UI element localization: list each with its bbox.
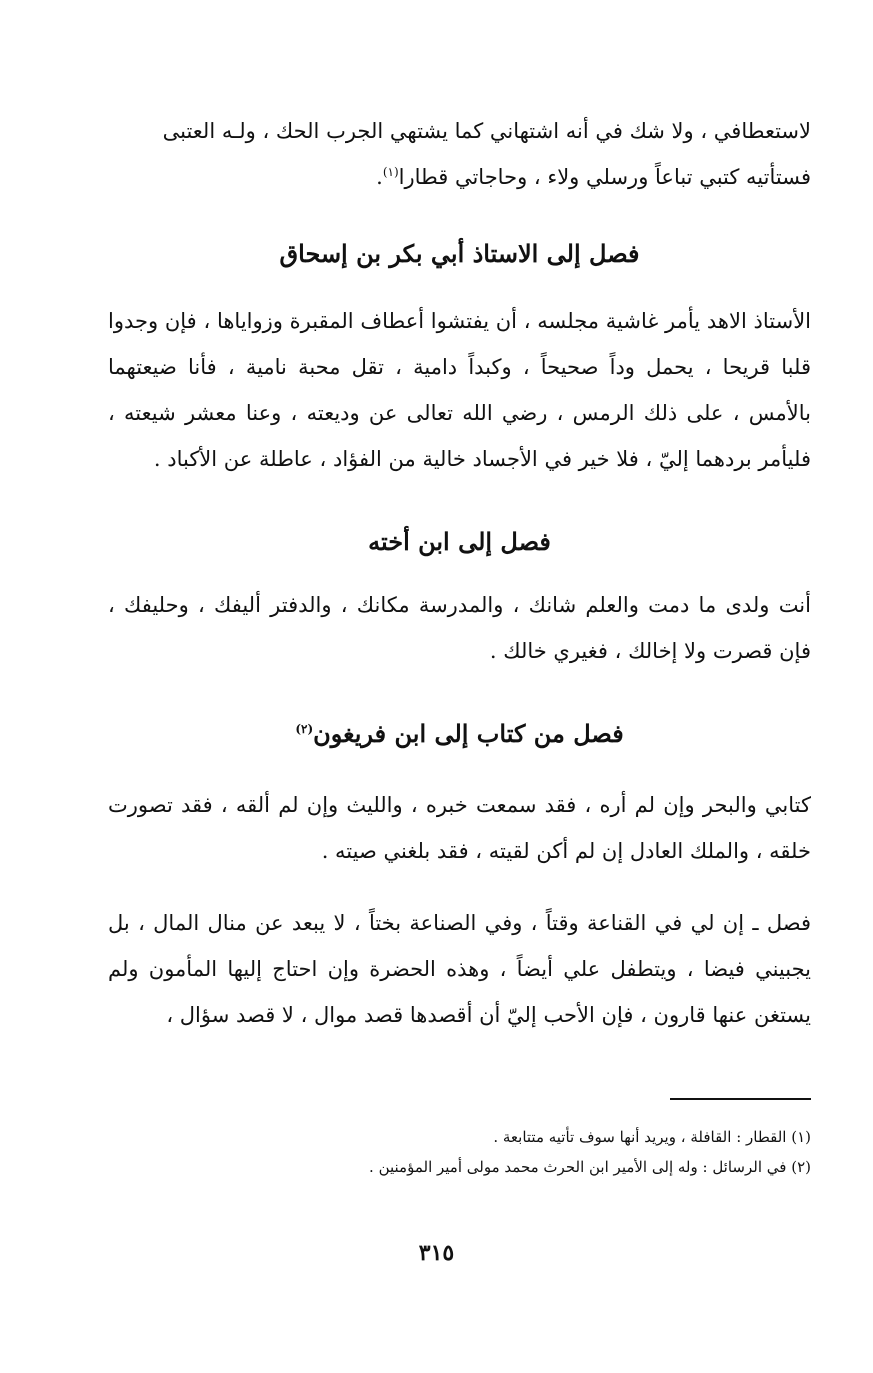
paragraph-ibn-ukhtihi: أنت ولدى ما دمت والعلم شانك ، والمدرسة مكانك ، والدفتر أليفك ، وحليفك ، فإن قصرت ولا إخالك ، فغيري خالك . — [108, 593, 811, 663]
section-heading-abu-bakr: فصل إلى الاستاذ أبي بكر بن إسحاق — [279, 239, 640, 268]
footnote-divider — [670, 1098, 811, 1100]
footnote-marker-1: (١) — [382, 165, 399, 179]
paragraph-abu-bakr: الأستاذ الاهد يأمر غاشية مجلسه ، أن يفتشوا أعطاف المقبرة وزواياها ، فإن وجدوا قلبا قريحا ، يحمل وداً صحيحاً ، وكبداً دامية ، تقل محبة نامية ، فأنا ضيعتهما بالأمس ، على ذلك الرمس ، رضي الله تعالى عن وديعته ، وعنا معشر شيعته ، فليأمر بردهما إليّ ، فلا خير في الأجساد خالية من الفؤاد ، عاطلة عن الأكباد . — [108, 309, 811, 471]
footnote-2: (٢) في الرسائل : وله إلى الأمير ابن الحرث محمد مولى أمير المؤمنين . — [369, 1158, 811, 1176]
footnote-marker-2: (٢) — [295, 722, 314, 736]
footnote-1: (١) القطار : القافلة ، ويريد أنها سوف تأتيه متتابعة . — [493, 1128, 811, 1146]
page-body — [108, 108, 811, 1038]
continuation-line-2: فستأتيه كتبي تباعاً ورسلي ولاء ، وحاجاتي قطارا — [398, 165, 811, 189]
page-number: ٣١٥ — [418, 1240, 455, 1266]
paragraph-ibn-farighun: كتابي والبحر وإن لم أره ، فقد سمعت خبره ، والليث وإن لم ألقه ، فقد تصورت خلقه ، والملك العادل إن لم أكن لقيته ، فقد بلغني صيته . — [108, 793, 811, 863]
paragraph-continuation — [108, 108, 811, 200]
continuation-line-1: لاستعطافي ، ولا شك في أنه اشتهاني كما يشتهي الجرب الحك ، ولـه العتبى — [162, 119, 811, 143]
paragraph-fasl-qanaa: فصل ـ إن لي في القناعة وقتاً ، وفي الصناعة بختاً ، لا يبعد عن منال المال ، بل يجبيني فيضا ، ويتطفل علي أيضاً ، وهذه الحضرة وإن احتاج إليها المأمون ولم يستغن عنها قارون ، فإن الأحب إليّ أن أقصدها قصد موال ، لا قصد سؤال ، — [108, 911, 811, 1027]
section-heading-ibn-farighun-text: فصل من كتاب إلى ابن فريغون — [313, 719, 624, 748]
continuation-period: . — [376, 165, 383, 189]
section-heading-ibn-farighun — [108, 714, 811, 754]
section-heading-ibn-ukhtihi: فصل إلى ابن أخته — [368, 527, 551, 556]
footnotes — [108, 1122, 811, 1182]
